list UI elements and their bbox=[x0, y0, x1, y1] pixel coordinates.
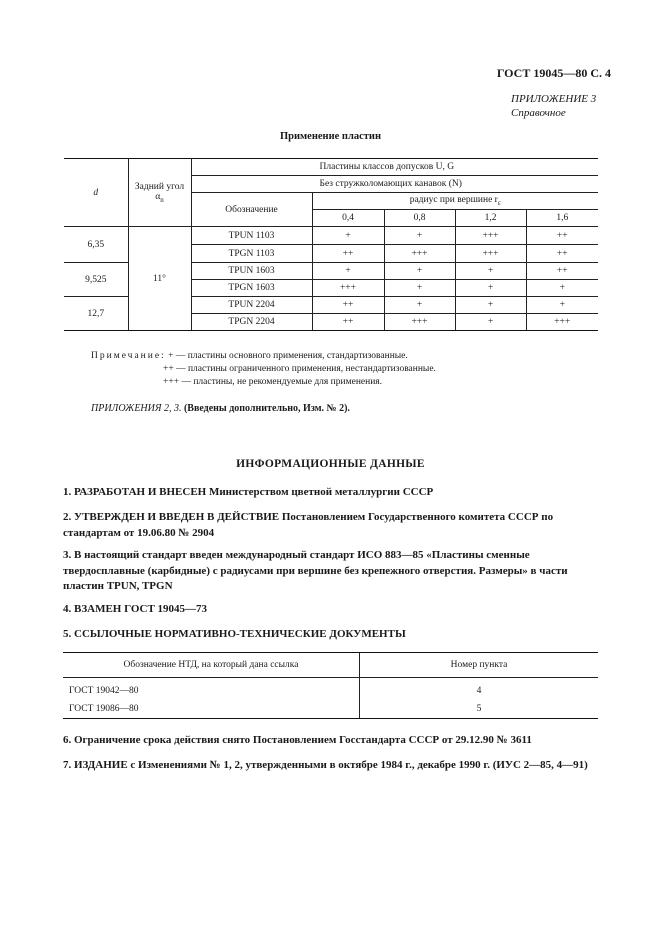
cell: + bbox=[455, 314, 526, 331]
designation: TPUN 2204 bbox=[191, 297, 312, 314]
cell: + bbox=[455, 280, 526, 297]
col-header-radius: радиус при вершине $r_\varepsilon$ bbox=[312, 193, 598, 210]
page-header: ГОСТ 19045—80 С. 4 bbox=[496, 66, 611, 80]
group-header-grooves: Без стружколомающих канавок (N) bbox=[191, 176, 598, 193]
appendix-title: ПРИЛОЖЕНИЕ 3 bbox=[511, 93, 597, 105]
d-value: 12,7 bbox=[64, 297, 128, 331]
ref-col-header-item: Номер пункта bbox=[360, 653, 599, 678]
radius-2: 1,2 bbox=[455, 210, 526, 227]
cell: + bbox=[384, 297, 455, 314]
info-item-7: 7. ИЗДАНИЕ с Изменениями № 1, 2, утвержденными в октябре 1984 г., декабре 1990 г. (ИУС 2—85, 4—91) bbox=[63, 759, 588, 771]
ref-item: 5 bbox=[360, 700, 599, 719]
radius-0: 0,4 bbox=[312, 210, 384, 227]
designation: TPUN 1603 bbox=[191, 263, 312, 280]
cell: + bbox=[455, 263, 526, 280]
radius-3: 1,6 bbox=[526, 210, 598, 227]
references-table bbox=[63, 652, 598, 719]
table-row bbox=[64, 227, 598, 245]
cell: ++ bbox=[312, 245, 384, 263]
cell: ++ bbox=[312, 314, 384, 331]
cell: +++ bbox=[384, 245, 455, 263]
d-value: 9,525 bbox=[64, 263, 128, 297]
group-header-classes: Пластины классов допусков U, G bbox=[191, 159, 598, 176]
plates-application-table bbox=[64, 158, 598, 331]
designation: TPUN 1103 bbox=[191, 227, 312, 245]
info-title: ИНФОРМАЦИОННЫЕ ДАННЫЕ bbox=[236, 458, 425, 470]
col-header-designation: Обозначение bbox=[191, 193, 312, 227]
designation: TPGN 2204 bbox=[191, 314, 312, 331]
cell: + bbox=[384, 227, 455, 245]
cell: +++ bbox=[526, 314, 598, 331]
designation: TPGN 1103 bbox=[191, 245, 312, 263]
col-header-angle: Задний угол $\alpha_n$ bbox=[128, 159, 191, 227]
note-line-1: Примечание: + — пластины основного применения, стандартизованные. bbox=[91, 351, 408, 361]
info-item-1: 1. РАЗРАБОТАН И ВНЕСЕН Министерством цветной металлургии СССР bbox=[63, 486, 434, 498]
cell: ++ bbox=[526, 263, 598, 280]
info-item-5: 5. ССЫЛОЧНЫЕ НОРМАТИВНО-ТЕХНИЧЕСКИЕ ДОКУМЕНТЫ bbox=[63, 628, 406, 640]
cell: + bbox=[526, 297, 598, 314]
cell: + bbox=[384, 280, 455, 297]
ref-item: 4 bbox=[360, 678, 599, 701]
cell: +++ bbox=[455, 245, 526, 263]
note-line-2: ++ — пластины ограниченного применения, нестандартизованные. bbox=[163, 364, 436, 374]
angle-value: 11° bbox=[128, 227, 191, 331]
cell: + bbox=[384, 263, 455, 280]
cell: + bbox=[526, 280, 598, 297]
appendix-reference: ПРИЛОЖЕНИЯ 2, 3. (Введены дополнительно, Изм. № 2). bbox=[91, 403, 350, 414]
cell: +++ bbox=[455, 227, 526, 245]
d-value: 6,35 bbox=[64, 227, 128, 263]
info-item-3: 3. В настоящий стандарт введен международный стандарт ИСО 883—85 «Пластины сменные твердосплавные (карбидные) с радиусами при вершине без крепежного отверстия. Размеры» в части пластин TPUN, TPGN bbox=[63, 549, 568, 592]
col-header-d: d bbox=[64, 159, 128, 227]
ref-doc: ГОСТ 19042—80 bbox=[69, 686, 139, 696]
info-item-2: 2. УТВЕРЖДЕН И ВВЕДЕН В ДЕЙСТВИЕ Постановлением Государственного комитета СССР по стандартам от 19.06.80 № 2904 bbox=[63, 511, 554, 539]
ref-doc: ГОСТ 19086—80 bbox=[63, 700, 360, 719]
designation: TPGN 1603 bbox=[191, 280, 312, 297]
cell: ++ bbox=[312, 297, 384, 314]
table-row bbox=[63, 678, 598, 701]
table-row bbox=[63, 700, 598, 719]
table-title: Применение пластин bbox=[279, 131, 382, 142]
cell: +++ bbox=[384, 314, 455, 331]
cell: + bbox=[312, 227, 384, 245]
cell: ++ bbox=[526, 245, 598, 263]
cell: + bbox=[455, 297, 526, 314]
appendix-label bbox=[511, 92, 596, 120]
cell: +++ bbox=[312, 280, 384, 297]
ref-col-header-doc: Обозначение НТД, на который дана ссылка bbox=[63, 653, 360, 678]
radius-1: 0,8 bbox=[384, 210, 455, 227]
info-item-4: 4. ВЗАМЕН ГОСТ 19045—73 bbox=[63, 603, 208, 615]
info-item-6: 6. Ограничение срока действия снято Постановлением Госстандарта СССР от 29.12.90 № 3611 bbox=[63, 734, 532, 746]
note-line-3: +++ — пластины, не рекомендуемые для применения. bbox=[163, 377, 383, 387]
appendix-subtitle: Справочное bbox=[511, 107, 566, 119]
cell: ++ bbox=[526, 227, 598, 245]
cell: + bbox=[312, 263, 384, 280]
